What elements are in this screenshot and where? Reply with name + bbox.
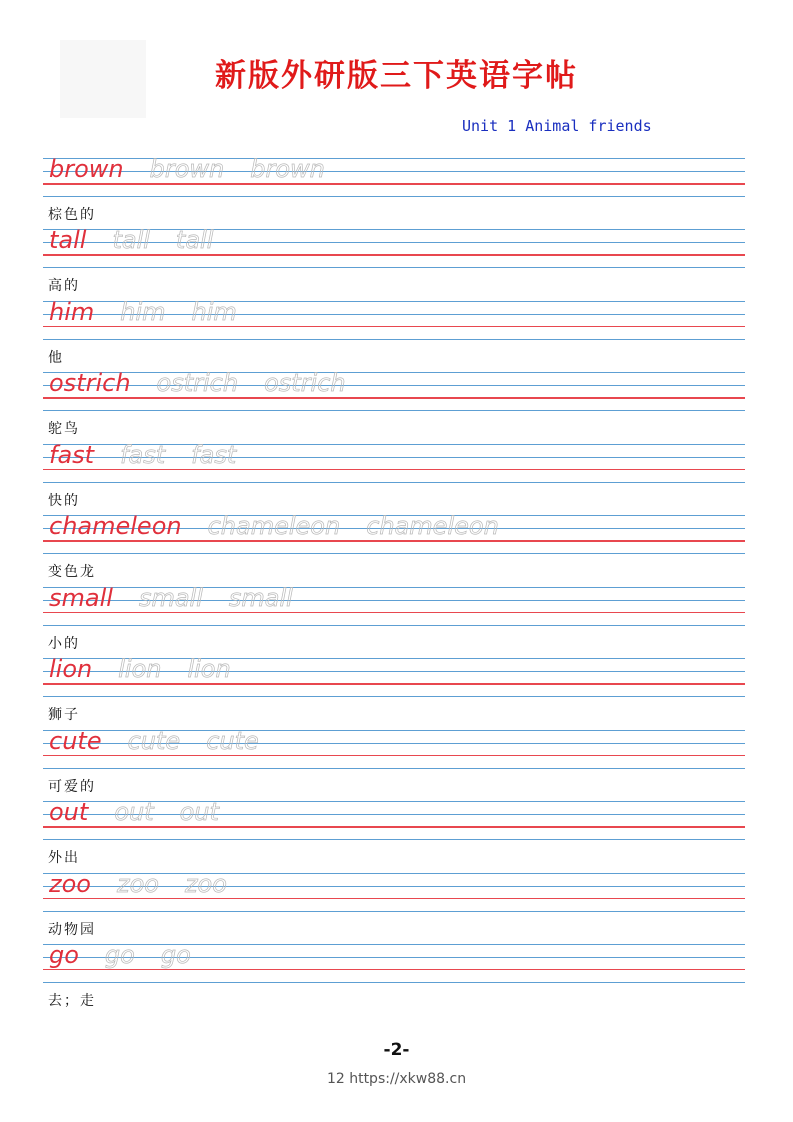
guide-line	[43, 982, 745, 983]
word-meaning: 变色龙	[48, 564, 96, 581]
word-trace: ostrich	[264, 369, 346, 398]
word-example: zoo	[49, 869, 91, 898]
word-trace: small	[228, 583, 293, 612]
word-trace: brown	[250, 155, 325, 183]
word-row	[49, 368, 372, 398]
word-row	[49, 654, 257, 684]
word-entry	[43, 583, 745, 659]
word-meaning: 动物园	[48, 921, 96, 938]
word-trace: tall	[175, 226, 214, 255]
word-entry	[43, 440, 745, 516]
guide-line	[43, 482, 745, 483]
word-example: fast	[49, 440, 95, 469]
word-trace: him	[191, 297, 237, 326]
word-meaning: 棕色的	[48, 207, 96, 223]
word-meaning: 狮子	[48, 707, 80, 724]
word-example: tall	[49, 226, 87, 255]
word-trace: tall	[112, 226, 150, 255]
word-trace: chameleon	[207, 512, 341, 541]
word-row	[49, 297, 263, 327]
word-row	[49, 869, 253, 899]
word-example: brown	[49, 155, 124, 183]
word-meaning: 去；走	[48, 992, 96, 1009]
word-meaning: 他	[48, 349, 64, 366]
guide-line	[43, 911, 745, 912]
guide-line	[43, 339, 745, 340]
word-row	[49, 154, 351, 184]
word-example: chameleon	[49, 512, 182, 541]
word-trace: brown	[149, 155, 225, 183]
word-entry	[43, 155, 745, 230]
word-row	[49, 940, 217, 970]
word-entry	[43, 798, 745, 873]
word-example: lion	[49, 655, 93, 684]
word-example: him	[49, 297, 95, 326]
word-meaning: 快的	[48, 492, 80, 509]
word-meaning: 高的	[48, 278, 80, 295]
word-example: go	[49, 940, 79, 969]
page-number: -2-	[383, 1040, 410, 1060]
word-trace: out	[179, 798, 219, 827]
guide-line	[43, 768, 745, 769]
word-trace: small	[138, 583, 203, 612]
guide-line	[43, 267, 745, 268]
footer-source: 12 https://xkw88.cn	[326, 1071, 467, 1087]
guide-line	[43, 196, 745, 197]
word-trace: him	[120, 297, 166, 326]
word-trace: zoo	[184, 869, 227, 898]
word-trace: go	[104, 940, 135, 969]
word-meaning: 可爱的	[48, 778, 96, 795]
word-trace: ostrich	[156, 369, 239, 398]
word-trace: zoo	[116, 869, 159, 898]
word-trace: fast	[120, 440, 166, 469]
guide-line	[43, 625, 745, 626]
word-trace: out	[114, 798, 154, 827]
word-entry	[43, 369, 745, 444]
guide-line	[43, 839, 745, 840]
word-row	[49, 797, 245, 827]
word-entry	[43, 726, 745, 802]
word-trace: fast	[191, 440, 237, 469]
word-entry	[43, 655, 745, 730]
guide-line	[43, 553, 745, 554]
word-entry	[43, 940, 745, 1016]
page-title: 新版外研版三下英语字帖	[215, 58, 578, 94]
guide-line	[43, 410, 745, 411]
word-trace: cute	[206, 726, 259, 755]
word-meaning: 小的	[48, 635, 80, 652]
word-example: out	[49, 798, 89, 827]
word-trace: lion	[118, 655, 162, 684]
word-example: ostrich	[49, 369, 131, 398]
word-row	[49, 225, 239, 255]
word-row	[49, 726, 285, 756]
word-row	[49, 440, 262, 470]
word-entry	[43, 512, 745, 587]
word-example: small	[49, 583, 113, 612]
word-entry	[43, 869, 745, 945]
word-meaning: 外出	[48, 850, 80, 867]
word-row	[49, 511, 525, 541]
guide-line	[43, 696, 745, 697]
unit-subtitle: Unit 1 Animal friends	[462, 117, 652, 135]
word-meaning: 鸵鸟	[48, 421, 80, 438]
word-example: cute	[49, 726, 102, 755]
word-trace: cute	[127, 726, 181, 755]
word-row	[49, 583, 319, 613]
word-trace: chameleon	[366, 512, 499, 541]
word-trace: go	[160, 940, 191, 969]
word-trace: lion	[187, 655, 231, 684]
word-entry	[43, 297, 745, 373]
word-entry	[43, 226, 745, 301]
